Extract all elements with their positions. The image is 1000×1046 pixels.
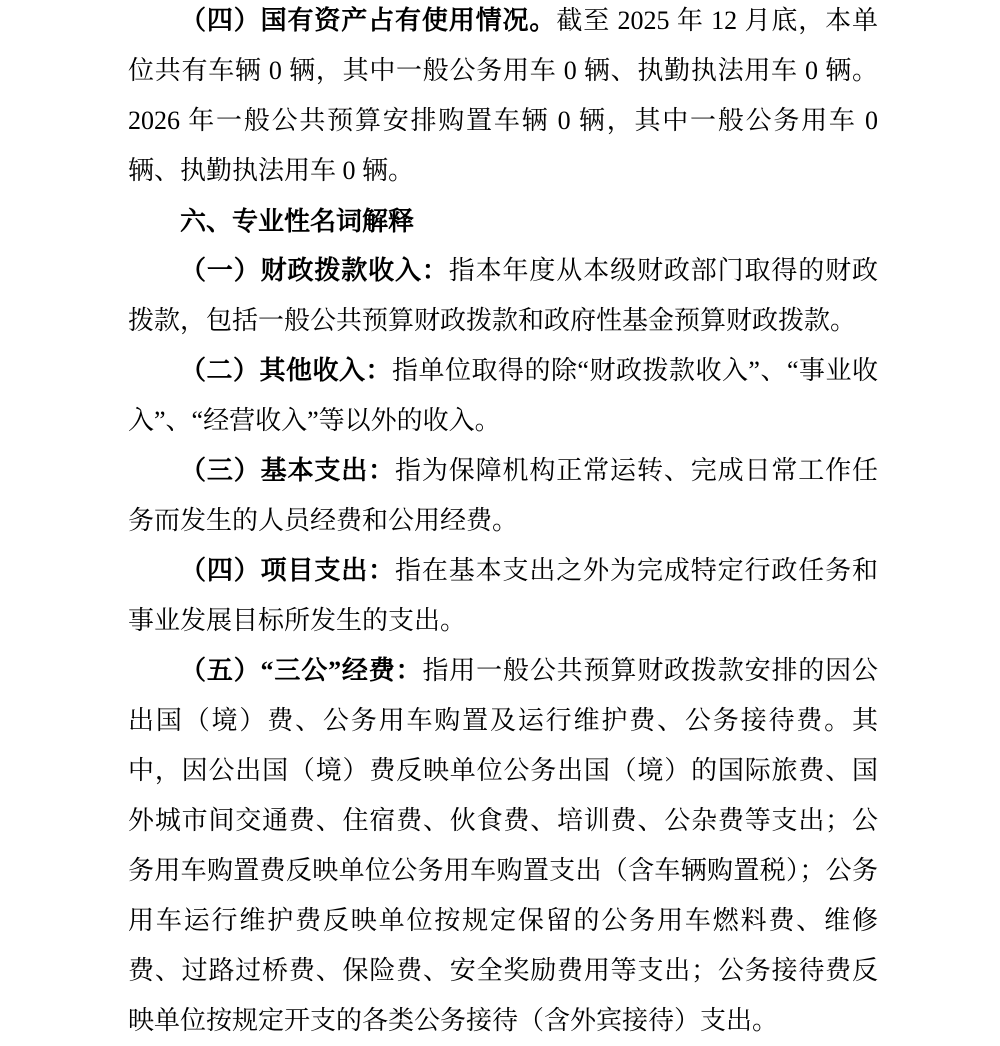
paragraph-asset-usage-lead: （四）国有资产占有使用情况。 — [180, 6, 557, 35]
paragraph-asset-usage — [128, 0, 878, 196]
term-5-lead: （五）“三公”经费： — [180, 656, 423, 685]
term-2-text: 指单位取得的除“财政拨款收入”、“事业收入”、“经营收入”等以外的收入。 — [128, 356, 878, 435]
term-4-text: 指在基本支出之外为完成特定行政任务和事业发展目标所发生的支出。 — [128, 556, 878, 635]
paragraph-term-fiscal-appropriation-income — [128, 246, 878, 346]
paragraph-asset-usage-text: 截至 2025 年 12 月底，本单位共有车辆 0 辆，其中一般公务用车 0 辆、执勤执法用车 0 辆。2026 年一般公共预算安排购置车辆 0 辆，其中一般公务用车 0 辆、执勤执法用车 0 辆。 — [128, 6, 878, 185]
term-3-text: 指为保障机构正常运转、完成日常工作任务而发生的人员经费和公用经费。 — [128, 456, 878, 535]
paragraph-term-project-expenditure — [128, 546, 878, 646]
term-1-lead: （一）财政拨款收入： — [180, 256, 449, 285]
document-content — [128, 0, 878, 1046]
term-2-lead: （二）其他收入： — [180, 356, 392, 385]
paragraph-term-three-public-funds — [128, 646, 878, 1046]
paragraph-term-basic-expenditure — [128, 446, 878, 546]
term-5-text: 指用一般公共预算财政拨款安排的因公出国（境）费、公务用车购置及运行维护费、公务接待费。其中，因公出国（境）费反映单位公务出国（境）的国际旅费、国外城市间交通费、住宿费、伙食费、培训费、公杂费等支出；公务用车购置费反映单位公务用车购置支出（含车辆购置税）；公务用车运行维护费反映单位按规定保留的公务用车燃料费、维修费、过路过桥费、保险费、安全奖励费用等支出；公务接待费反映单位按规定开支的各类公务接待（含外宾接待）支出。 — [128, 656, 878, 1035]
section-heading-terms: 六、专业性名词解释 — [180, 206, 415, 236]
term-3-lead: （三）基本支出： — [180, 456, 396, 485]
term-1-text: 指本年度从本级财政部门取得的财政拨款，包括一般公共预算财政拨款和政府性基金预算财政拨款。 — [128, 256, 878, 335]
paragraph-term-other-income — [128, 346, 878, 446]
term-4-lead: （四）项目支出： — [180, 556, 396, 585]
